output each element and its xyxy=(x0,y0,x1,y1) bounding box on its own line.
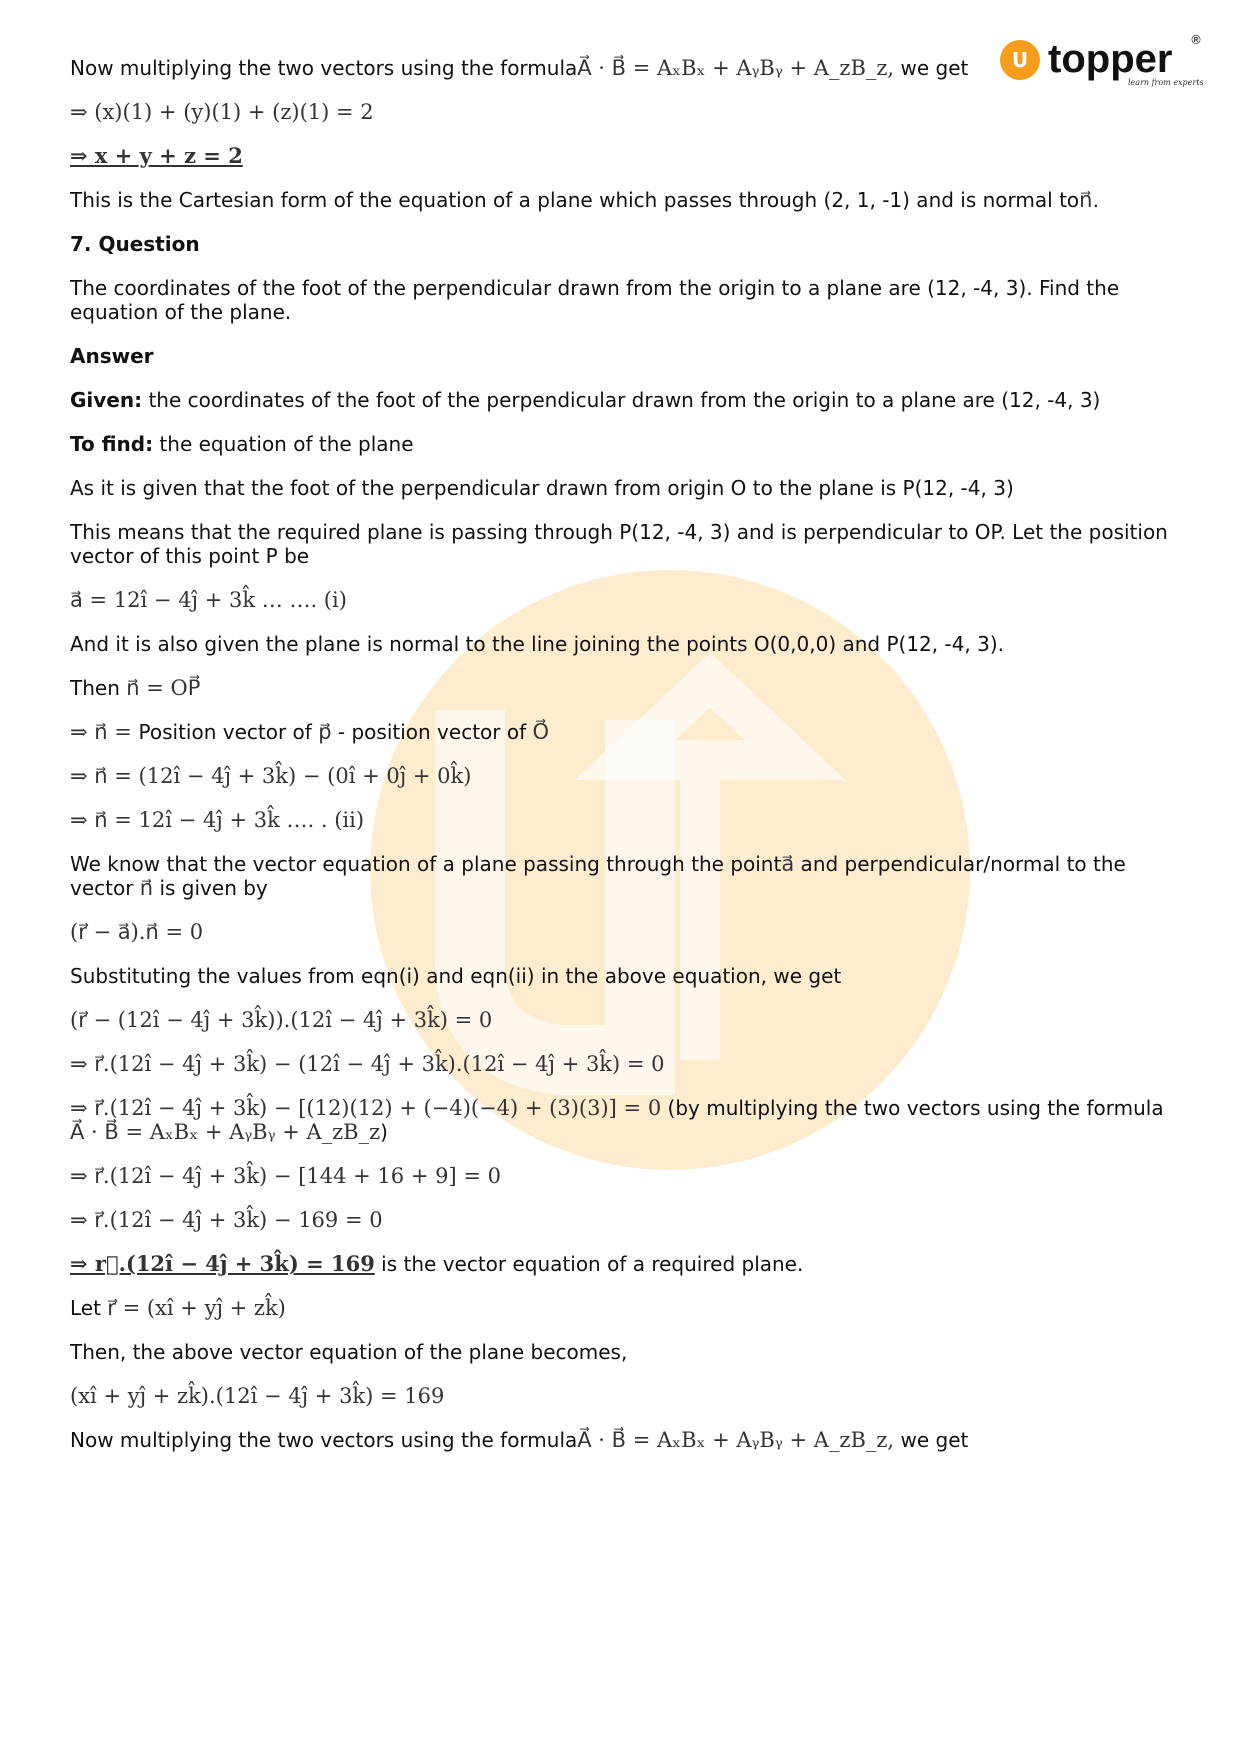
equation-n-difference: ⇒ n⃗ = (12î − 4ĵ + 3k̂) − (0î + 0ĵ + 0k̂) xyxy=(70,764,472,788)
line-multiply-1: Now multiplying the two vectors using the formulaA⃗ · B⃗ = AₓBₓ + AᵧBᵧ + A_zB_z, we get xyxy=(70,56,969,80)
svg-text:learn from experts: learn from experts xyxy=(1128,78,1204,87)
paragraph-plane: This means that the required plane is passing through P(12, -4, 3) and is perpendicular to OP. Let the position vector of this point P be xyxy=(70,520,1168,568)
equation-plane-general: (r⃗ − a⃗).n⃗ = 0 xyxy=(70,920,204,944)
equation-cartesian-setup: (xî + yĵ + zk̂).(12î − 4ĵ + 3k̂) = 169 xyxy=(70,1384,445,1408)
paragraph-foot: As it is given that the foot of the perpendicular drawn from origin O to the plane is P(12, -4, 3) xyxy=(70,476,1014,500)
paragraph-becomes: Then, the above vector equation of the plane becomes, xyxy=(70,1340,628,1364)
equation-sum: ⇒ r⃗.(12î − 4ĵ + 3k̂) − [144 + 16 + 9] = 0 xyxy=(70,1164,501,1188)
question-body: The coordinates of the foot of the perpendicular drawn from the origin to a plane are (12, -4, 3). Find the equation of the plane. xyxy=(70,276,1120,324)
cartesian-statement: This is the Cartesian form of the equation of a plane which passes through (2, 1, -1) and is normal ton⃗. xyxy=(70,188,1100,212)
topper-logo xyxy=(1000,30,1204,100)
equation-result: ⇒ x + y + z = 2 xyxy=(70,143,243,168)
equation-n-result: ⇒ n⃗ = 12î − 4ĵ + 3k̂ …. . (ii) xyxy=(70,808,365,832)
let-line: Let r⃗ = (xî + yĵ + zk̂) xyxy=(70,1296,286,1320)
position-vector-line: ⇒ n⃗ = Position vector of p⃗ - position vector of O⃗ xyxy=(70,720,550,744)
svg-text:U: U xyxy=(1011,48,1029,72)
equation-169: ⇒ r⃗.(12î − 4ĵ + 3k̂) − 169 = 0 xyxy=(70,1208,383,1232)
brand-name: topper xyxy=(1048,37,1173,81)
paragraph-vector-equation: We know that the vector equation of a plane passing through the pointa⃗ and perpendicular/normal to the vector n⃗ is given by xyxy=(70,852,1126,900)
svg-text:®: ® xyxy=(1190,33,1202,47)
line-multiply-2: Now multiplying the two vectors using the formulaA⃗ · B⃗ = AₓBₓ + AᵧBᵧ + A_zB_z, we get xyxy=(70,1428,969,1452)
equation-substituted: (r⃗ − (12î − 4ĵ + 3k̂)).(12î − 4ĵ + 3k̂) = 0 xyxy=(70,1008,493,1032)
paragraph-substituting: Substituting the values from eqn(i) and eqn(ii) in the above equation, we get xyxy=(70,964,842,988)
topper-logo-icon xyxy=(1000,30,1204,100)
equation-dot-product: ⇒ r⃗.(12î − 4ĵ + 3k̂) − [(12)(12) + (−4)(−4) + (3)(3)] = 0 (by multiplying the two vectors using the formula A⃗ · B⃗ = AₓBₓ + AᵧBᵧ + A_zB_z) xyxy=(70,1096,1164,1144)
given-line: Given: the coordinates of the foot of the perpendicular drawn from the origin to a plane are (12, -4, 3) xyxy=(70,388,1101,412)
question-heading: 7. Question xyxy=(70,232,200,256)
then-line: Then n⃗ = OP⃗ xyxy=(70,676,201,700)
equation-vector-final: ⇒ r⃗.(12î − 4ĵ + 3k̂) = 169 is the vector equation of a required plane. xyxy=(70,1251,804,1276)
answer-heading: Answer xyxy=(70,344,154,368)
equation-line: ⇒ (x)(1) + (y)(1) + (z)(1) = 2 xyxy=(70,100,374,124)
equation-expanded: ⇒ r⃗.(12î − 4ĵ + 3k̂) − (12î − 4ĵ + 3k̂).(12î − 4ĵ + 3k̂) = 0 xyxy=(70,1052,665,1076)
equation-position-vector: a⃗ = 12î − 4ĵ + 3k̂ … …. (i) xyxy=(70,588,347,612)
tofind-line: To find: the equation of the plane xyxy=(70,432,414,456)
paragraph-normal: And it is also given the plane is normal to the line joining the points O(0,0,0) and P(12, -4, 3). xyxy=(70,632,1005,656)
document-body xyxy=(70,56,1180,1472)
